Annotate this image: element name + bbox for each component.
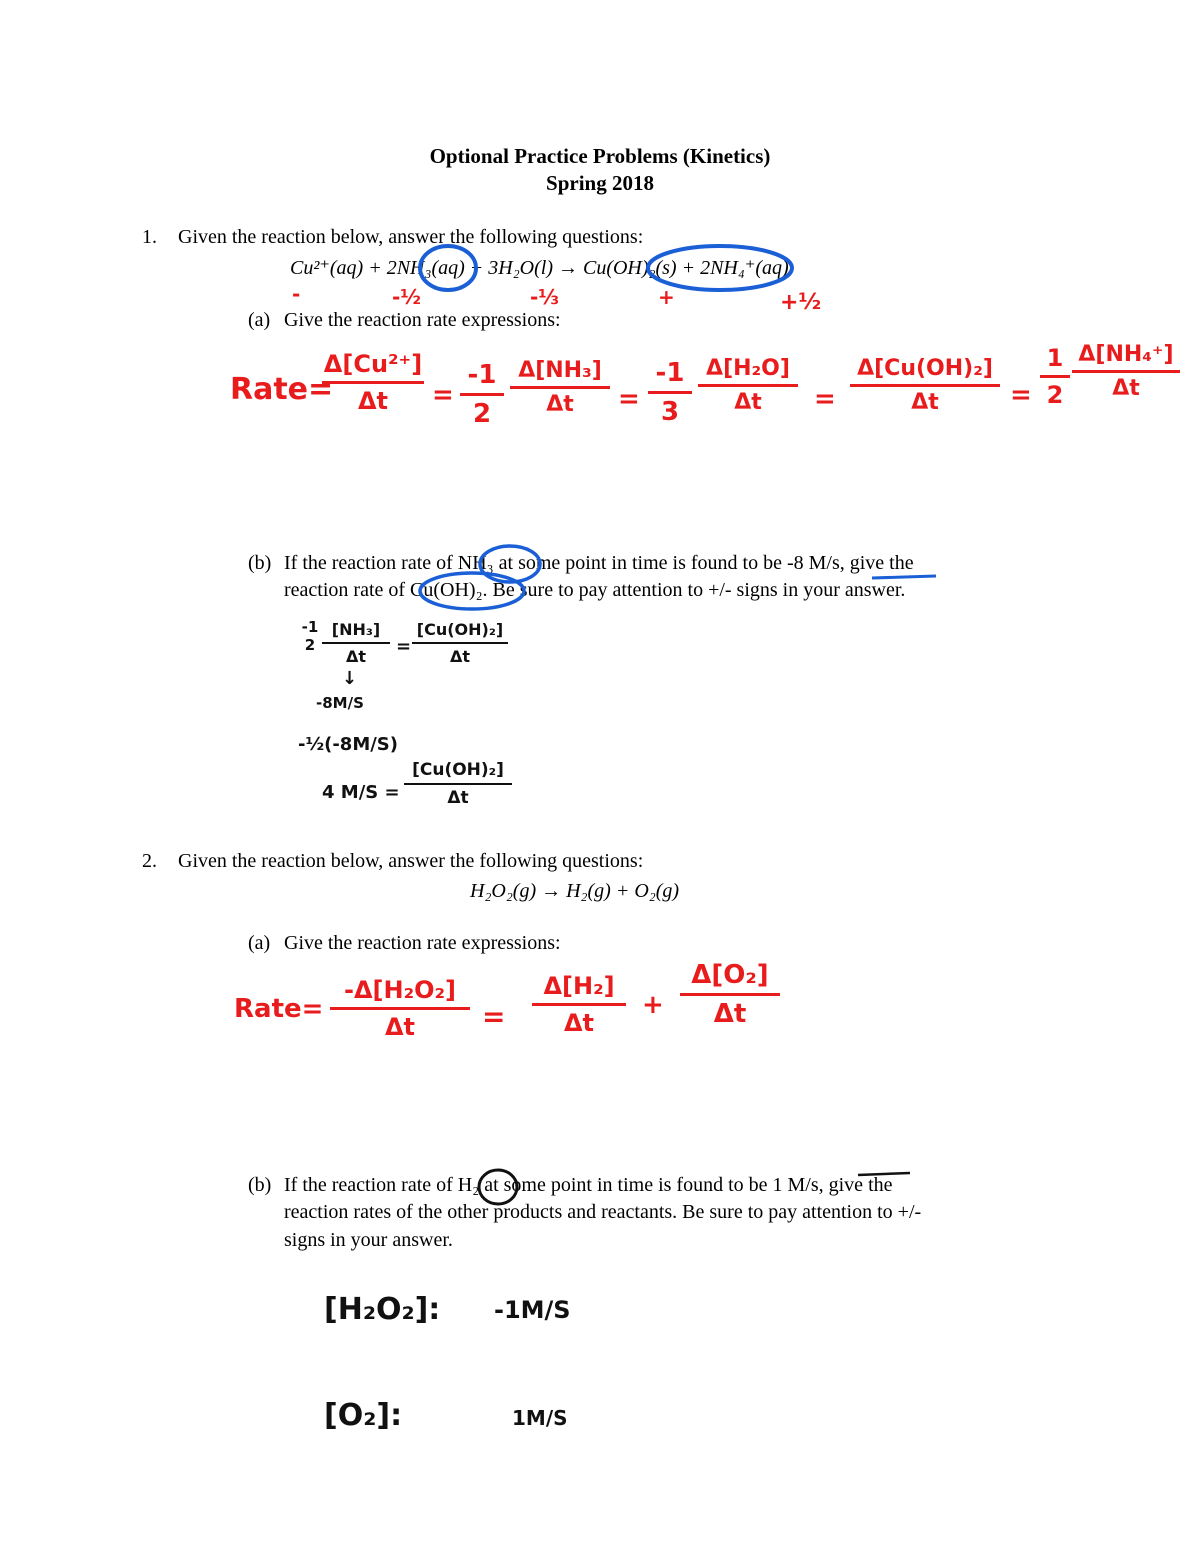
page-subtitle: Spring 2018 [546, 171, 654, 195]
q2b-line1: If the reaction rate of H₂ at some point in time is found to be 1 M/s, give the [284, 1174, 893, 1196]
q1-coeff-h2o: -⅓ [530, 285, 560, 309]
q1-coef-h2o-top: -1 [655, 358, 685, 388]
q1b-work-den2: Δt [449, 647, 471, 666]
q1-eq-3: = [814, 384, 836, 414]
q1b-work-eq1: = [396, 636, 412, 657]
q1-term-nh4-num: Δ[NH₄⁺] [1078, 342, 1174, 367]
circle-nh3-question [480, 546, 540, 582]
q2-term-h2o2-num: -Δ[H₂O₂] [344, 976, 456, 1004]
circle-cuoh2-question [420, 573, 524, 609]
q2b-answer-h2o2-species: [H₂O₂]: [324, 1292, 441, 1327]
q2b-answer-o2-value: 1M/S [512, 1406, 568, 1430]
q1-equation: Cu²⁺(aq) + 2NH₃(aq) + 3H₂O(l) → Cu(OH)₂(s) + 2NH₄⁺(aq) [290, 257, 789, 279]
q1b-work-den3: Δt [447, 788, 469, 808]
q1a-text: Give the reaction rate expressions: [284, 309, 561, 331]
q2-prompt: Given the reaction below, answer the following questions: [178, 850, 644, 872]
q1-term-nh3-den: Δt [546, 392, 574, 417]
q2a-label: (a) [248, 932, 271, 954]
q2b-answer-o2-species: [O₂]: [324, 1398, 403, 1433]
q1a-label: (a) [248, 309, 271, 331]
q2b-line2: reaction rates of the other products and reactants. Be sure to pay attention to +/- [284, 1201, 922, 1223]
q2-op-plus: + [642, 990, 664, 1020]
q2a-text: Give the reaction rate expressions: [284, 932, 561, 954]
q2-term-o2-den: Δt [713, 999, 747, 1029]
q1-coef-nh3-top: -1 [467, 360, 497, 390]
q1-term-h2o-num: Δ[H₂O] [706, 356, 790, 381]
q1-coeff-nh4: +½ [780, 290, 822, 315]
q1b-work-arrow: ↓ [342, 668, 358, 689]
q1-rate-label: Rate= [230, 372, 334, 407]
q1-coeff-cu: - [292, 282, 301, 306]
q1-term-cu-den: Δt [357, 387, 389, 415]
q1-eq-1: = [432, 380, 454, 410]
q1-number: 1. [142, 226, 157, 248]
q1b-work-step: -½(-8M/S) [298, 734, 399, 755]
q1-coef-nh4-bot: 2 [1046, 381, 1064, 409]
page-title: Optional Practice Problems (Kinetics) [429, 144, 771, 168]
circle-nh3-equation [420, 246, 476, 290]
q1-coeff-cuoh2: + [658, 285, 675, 309]
q1b-label: (b) [248, 552, 272, 574]
q1b-work-den1: Δt [345, 647, 367, 666]
q1b-work-num2: [Cu(OH)₂] [416, 620, 504, 639]
q1-coef-nh3-bot: 2 [472, 399, 492, 429]
circle-cuoh2-equation [648, 246, 792, 290]
q2-rate-label: Rate= [234, 994, 324, 1024]
overline-1ms [858, 1173, 910, 1175]
q1-term-cu-num: Δ[Cu²⁺] [323, 350, 423, 378]
q2-equation: H₂O₂(g) → H₂(g) + O₂(g) [470, 880, 680, 902]
q1-term-cuoh2-den: Δt [911, 390, 939, 415]
q2-term-h2-num: Δ[H₂] [543, 972, 615, 1000]
q1b-line2: reaction rate of Cu(OH)₂. Be sure to pay attention to +/- signs in your answer. [284, 579, 906, 601]
underline-minus-8 [872, 576, 936, 578]
q1-coeff-nh3: -½ [392, 285, 422, 309]
q2-number: 2. [142, 850, 157, 872]
circle-h2-question [479, 1170, 517, 1204]
q1-term-nh4-den: Δt [1112, 376, 1140, 401]
q1b-work-coef-top: -1 [301, 618, 319, 636]
q1b-work-num1: [NH₃] [331, 620, 381, 639]
q1b-line1: If the reaction rate of NH₃ at some point in time is found to be -8 M/s, give the [284, 552, 914, 574]
q1-term-nh3-num: Δ[NH₃] [518, 358, 602, 383]
q2b-label: (b) [248, 1174, 272, 1196]
q2b-answer-h2o2-value: -1M/S [494, 1296, 571, 1324]
q2-term-h2o2-den: Δt [384, 1013, 416, 1041]
q2-term-o2-num: Δ[O₂] [691, 960, 769, 990]
q1-coef-h2o-bot: 3 [660, 397, 680, 427]
q1-term-cuoh2-num: Δ[Cu(OH)₂] [857, 356, 993, 381]
q1-coef-nh4-top: 1 [1046, 344, 1064, 372]
q1b-work-result: 4 M/S = [322, 782, 400, 803]
q1-eq-2: = [618, 384, 640, 414]
q1b-work-coef-bot: 2 [304, 636, 316, 654]
q2-term-h2-den: Δt [563, 1009, 595, 1037]
q2-op-eq: = [482, 1000, 506, 1033]
q1-term-h2o-den: Δt [734, 390, 762, 415]
q1b-work-num3: [Cu(OH)₂] [412, 760, 504, 780]
q1b-work-given: -8M/S [316, 694, 364, 712]
q1-prompt: Given the reaction below, answer the following questions: [178, 226, 644, 248]
q2b-line3: signs in your answer. [284, 1229, 453, 1251]
q1-eq-4: = [1010, 380, 1032, 410]
